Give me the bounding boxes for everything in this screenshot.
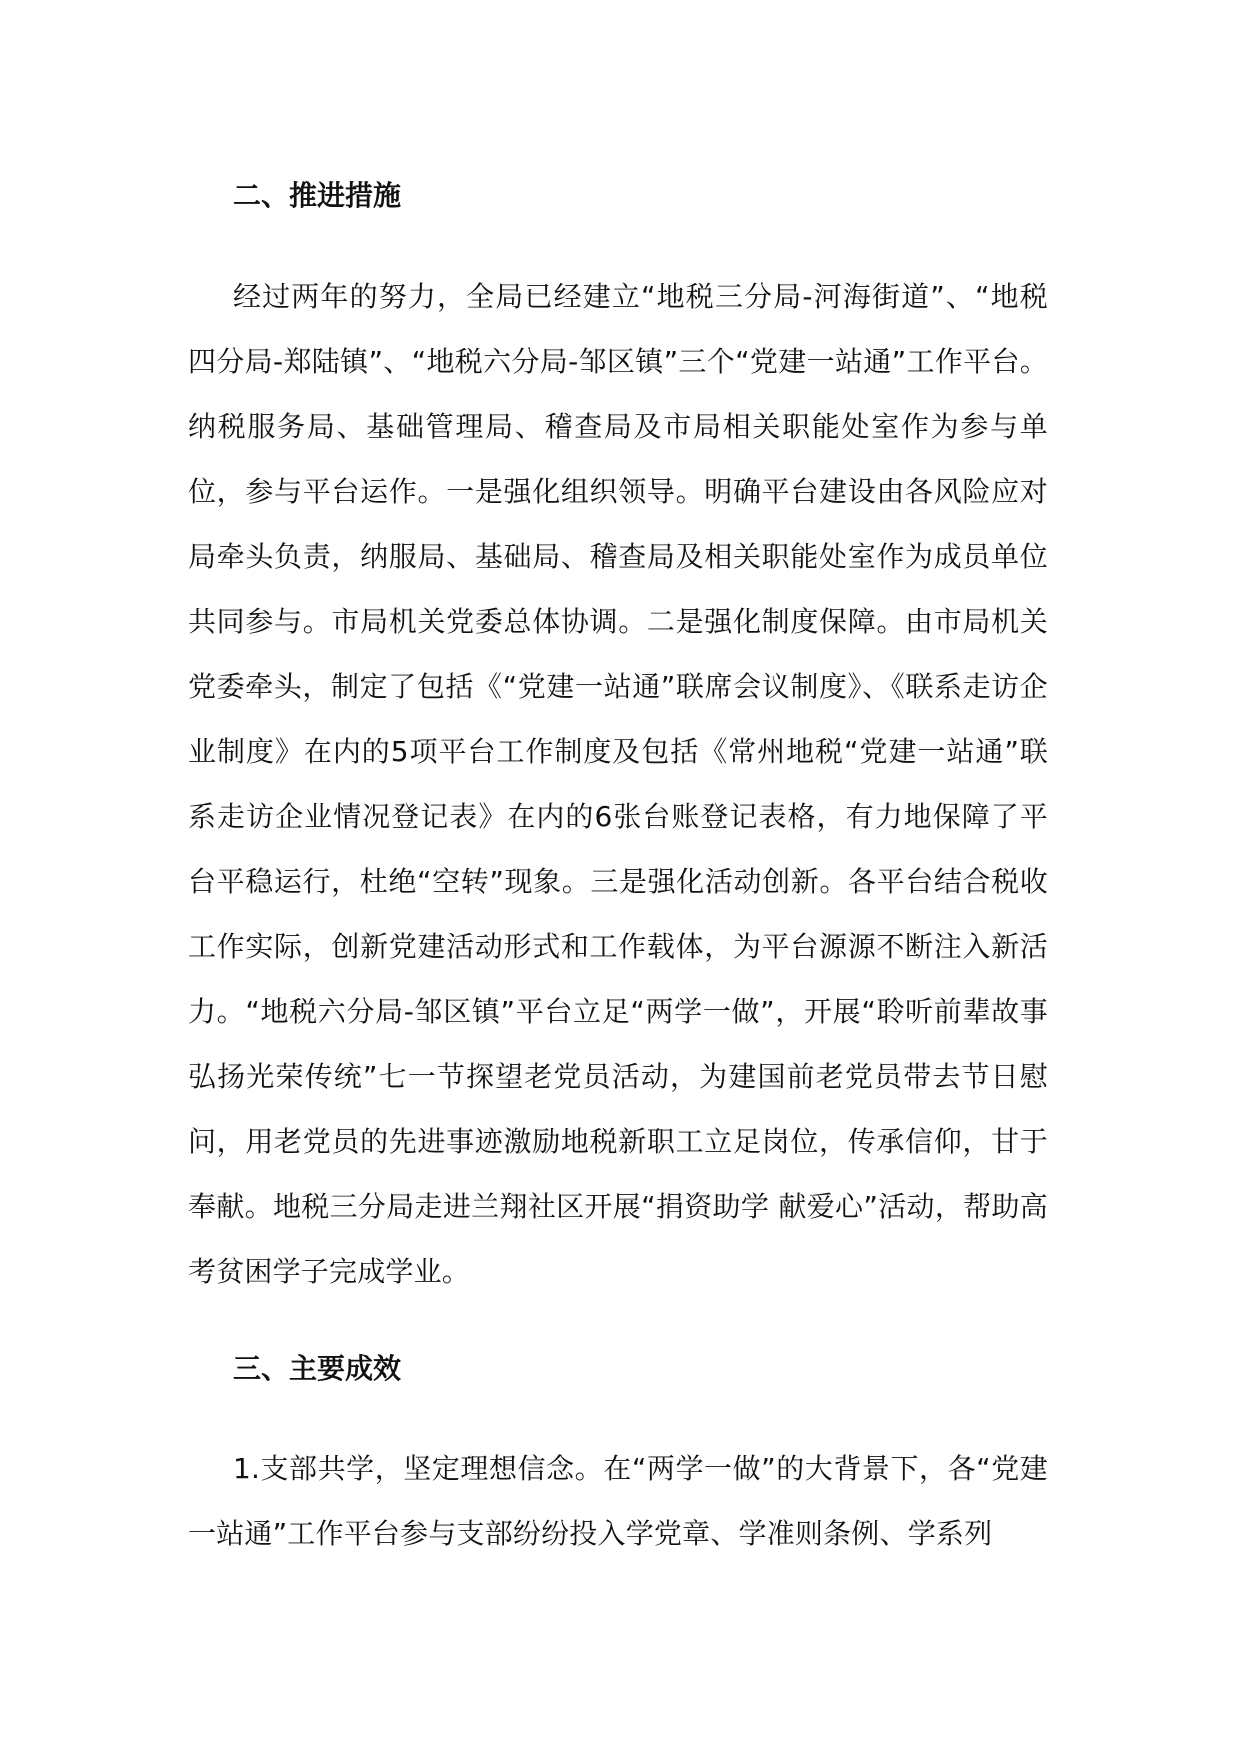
- section-paragraph-measures: 经过两年的努力，全局已经建立“地税三分局-河海街道”、“地税四分局-郑陆镇”、“地税六分局-邹区镇”三个“党建一站通”工作平台。纳税服务局、基础管理局、稽查局及市局相关职能处室作为参与单位，参与平台运作。一是强化组织领导。明确平台建设由各风险应对局牵头负责，纳服局、基础局、稽查局及相关职能处室作为成员单位共同参与。市局机关党委总体协调。二是强化制度保障。由市局机关党委牵头，制定了包括《“党建一站通”联席会议制度》、《联系走访企业制度》在内的5项平台工作制度及包括《常州地税“党建一站通”联系走访企业情况登记表》在内的6张台账登记表格，有力地保障了平台平稳运行，杜绝“空转”现象。三是强化活动创新。各平台结合税收工作实际，创新党建活动形式和工作载体，为平台源源不断注入新活力。“地税六分局-邹区镇”平台立足“两学一做”，开展“聆听前辈故事 弘扬光荣传统”七一节探望老党员活动，为建国前老党员带去节日慰问，用老党员的先进事迹激励地税新职工立足岗位，传承信仰，甘于奉献。地税三分局走进兰翔社区开展“捐资助学 献爱心”活动，帮助高考贫困学子完成学业。: [188, 280, 1048, 1288]
- section-heading-results: 三、主要成效: [233, 1352, 402, 1385]
- section-paragraph-results: 1.支部共学，坚定理想信念。在“两学一做”的大背景下，各“党建一站通”工作平台参与支部纷纷投入学党章、学准则条例、学系列: [188, 1452, 1048, 1550]
- section-heading-measures: 二、推进措施: [233, 179, 402, 212]
